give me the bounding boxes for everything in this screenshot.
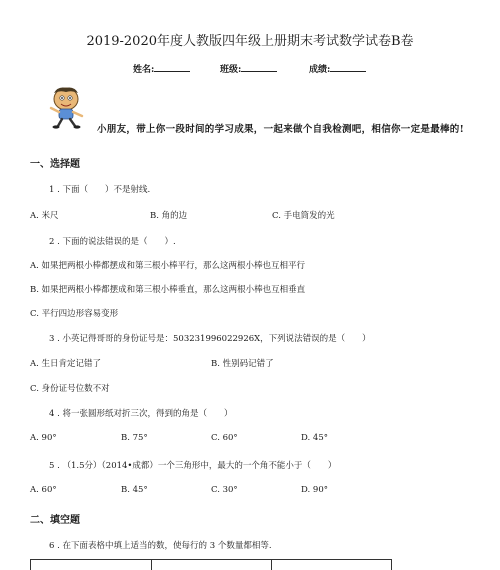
score-label: 成绩: xyxy=(309,65,331,75)
name-field xyxy=(133,62,190,75)
name-label: 姓名: xyxy=(133,65,155,75)
cartoon-kid-icon xyxy=(44,84,90,130)
table-divider xyxy=(151,560,152,570)
q3-option-c: C. 身份证号位数不对 xyxy=(30,384,110,394)
q3-option-b: B. 性别码记错了 xyxy=(211,359,274,369)
q3-option-a: A. 生日肯定记错了 xyxy=(30,359,102,369)
intro-text: 小朋友，带上你一段时间的学习成果，一起来做个自我检测吧，相信你一定是最棒的! xyxy=(97,124,465,135)
q1-option-a: A. 米尺 xyxy=(30,211,59,221)
q2-option-a: A. 如果把两根小棒都摆成和第三根小棒平行，那么这两根小棒也互相平行 xyxy=(30,261,306,271)
q1-option-b: B. 角的边 xyxy=(150,211,188,221)
q5-option-d: D. 90° xyxy=(301,485,328,495)
q5-option-a: A. 60° xyxy=(30,485,57,495)
q2-option-b: B. 如果把两根小棒都摆成和第三根小棒垂直，那么这两根小棒也互相垂直 xyxy=(30,285,306,295)
section-fill-blank: 二、填空题 xyxy=(30,515,80,526)
question-4: 4 . 将一张圆形纸对折三次，得到的角是（ ） xyxy=(49,409,233,419)
class-label: 班级: xyxy=(220,65,242,75)
question-5: 5 . （1.5分）（2014•成都）一个三角形中，最大的一个角不能小于（ ） xyxy=(49,461,337,471)
q1-option-c: C. 手电筒发的光 xyxy=(272,211,335,221)
name-blank xyxy=(154,62,190,72)
q4-option-a: A. 90° xyxy=(30,433,57,443)
q4-option-c: C. 60° xyxy=(211,433,238,443)
score-blank xyxy=(330,62,366,72)
question-2: 2 . 下面的说法错误的是（ ）. xyxy=(49,237,176,247)
class-field xyxy=(220,62,277,75)
q5-option-c: C. 30° xyxy=(211,485,238,495)
page-title: 2019-2020年度人教版四年级上册期末考试数学试卷B卷 xyxy=(86,34,414,49)
q5-option-b: B. 45° xyxy=(121,485,148,495)
question-6: 6 . 在下面表格中填上适当的数，使每行的 3 个数量都相等. xyxy=(49,541,272,551)
q4-option-d: D. 45° xyxy=(301,433,328,443)
q4-option-b: B. 75° xyxy=(121,433,148,443)
table-divider xyxy=(271,560,272,570)
section-choice: 一、选择题 xyxy=(30,159,80,170)
q2-option-c: C. 平行四边形容易变形 xyxy=(30,309,119,319)
class-blank xyxy=(241,62,277,72)
score-field xyxy=(309,62,366,75)
question-3: 3 . 小英记得哥哥的身份证号是：503231996022926X，下列说法错误的是（ ） xyxy=(49,334,371,344)
question-1: 1 . 下面（ ）不是射线. xyxy=(49,185,151,195)
